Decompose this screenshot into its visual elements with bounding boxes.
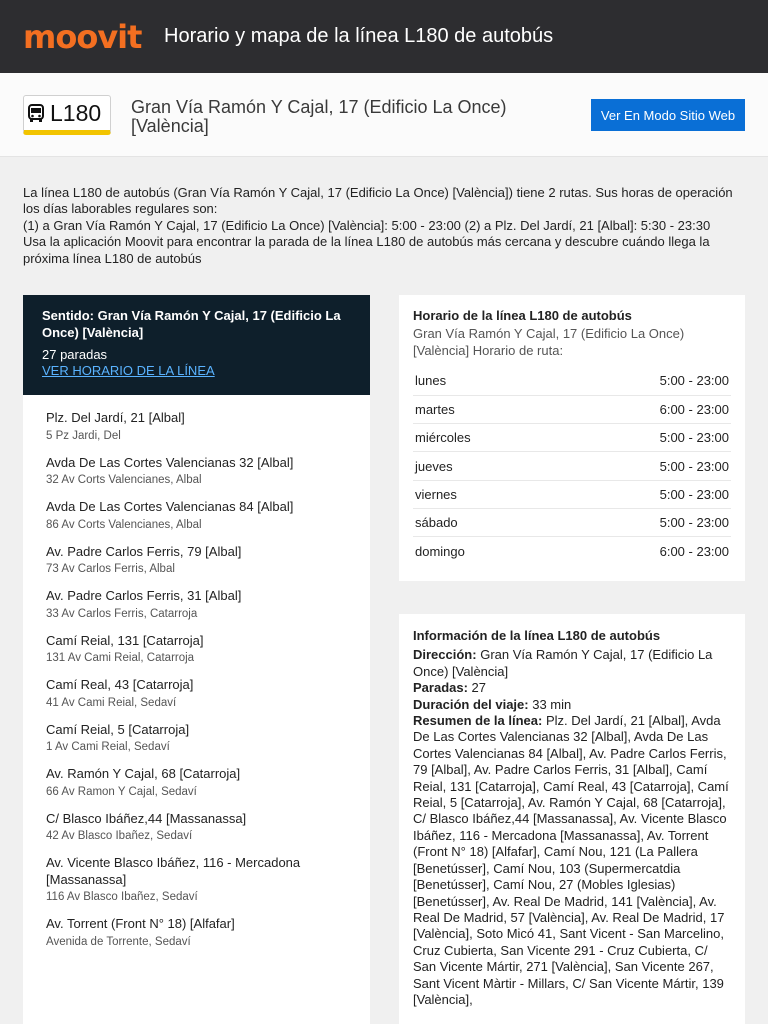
stop-name: Av. Torrent (Front N° 18) [Alfafar] bbox=[46, 916, 235, 931]
stop-item[interactable] bbox=[46, 633, 347, 665]
schedule-card bbox=[399, 295, 745, 581]
info-stops bbox=[413, 680, 731, 696]
stop-name: Av. Padre Carlos Ferris, 79 [Albal] bbox=[46, 543, 242, 559]
stop-item[interactable] bbox=[46, 722, 347, 754]
schedule-row bbox=[413, 424, 731, 452]
stop-name: Camí Reial, 5 [Catarroja] bbox=[46, 721, 190, 737]
stop-name: Av. Vicente Blasco Ibáñez, 116 - Mercadona [Massanassa] bbox=[46, 855, 301, 887]
stop-item[interactable] bbox=[46, 766, 347, 798]
schedule-hours: 6:00 - 23:00 bbox=[659, 543, 729, 559]
stop-name: Av. Padre Carlos Ferris, 31 [Albal] bbox=[46, 588, 242, 603]
stop-address: Avenida de Torrente, Sedaví bbox=[46, 935, 191, 948]
info-direction-value: Gran Vía Ramón Y Cajal, 17 (Edificio La Once) [València] bbox=[413, 647, 713, 679]
line-info-card bbox=[399, 614, 745, 1024]
info-duration bbox=[413, 697, 731, 713]
stop-item[interactable] bbox=[46, 544, 347, 576]
stop-address: 32 Av Corts Valencianes, Albal bbox=[46, 474, 202, 486]
schedule-day: jueves bbox=[413, 452, 555, 480]
schedule-hours: 5:00 - 23:00 bbox=[555, 367, 731, 395]
schedule-title: Horario de la línea L180 de autobús bbox=[413, 308, 632, 323]
stop-name: Plz. Del Jardí, 21 [Albal] bbox=[46, 410, 185, 425]
stop-address: 5 Pz Jardi, Del bbox=[46, 429, 121, 442]
schedule-day: sábado bbox=[413, 508, 555, 536]
intro-text bbox=[23, 185, 745, 267]
moovit-logo[interactable]: moovit bbox=[23, 17, 142, 56]
schedule-row bbox=[413, 367, 731, 395]
stop-item[interactable] bbox=[46, 677, 347, 709]
view-schedule-link[interactable]: VER HORARIO DE LA LÍNEA bbox=[42, 363, 215, 378]
line-header bbox=[0, 73, 768, 157]
schedule-day: viernes bbox=[413, 480, 555, 508]
stop-name: C/ Blasco Ibáñez,44 [Massanassa] bbox=[46, 810, 247, 826]
stop-count: 27 paradas bbox=[42, 347, 108, 362]
schedule-day: miércoles bbox=[413, 424, 555, 452]
stop-name: Avda De Las Cortes Valencianas 32 [Albal] bbox=[46, 454, 294, 470]
stop-address: 131 Av Cami Reial, Catarroja bbox=[46, 652, 195, 664]
schedule-hours: 5:00 - 23:00 bbox=[555, 424, 731, 452]
stop-item[interactable] bbox=[46, 455, 347, 487]
info-duration-value: 33 min bbox=[532, 696, 572, 712]
schedule-table bbox=[413, 367, 731, 565]
stop-name: Camí Real, 43 [Catarroja] bbox=[46, 677, 194, 692]
schedule-row bbox=[413, 508, 731, 536]
stop-address: 33 Av Carlos Ferris, Catarroja bbox=[46, 607, 198, 620]
info-stops-label: Paradas: bbox=[413, 680, 468, 696]
page-title: Horario y mapa de la línea L180 de autobús bbox=[164, 25, 554, 47]
intro-paragraph: Usa la aplicación Moovit para encontrar la parada de la línea L180 de autobús más cercana y descubre cuándo llega la próxima línea L180 de autobús bbox=[23, 234, 710, 266]
schedule-day: lunes bbox=[413, 367, 555, 395]
info-summary bbox=[413, 713, 731, 1008]
stop-item[interactable] bbox=[46, 916, 347, 948]
info-title: Información de la línea L180 de autobús bbox=[413, 628, 661, 643]
direction-card bbox=[23, 295, 370, 395]
info-summary-label: Resumen de la línea: bbox=[413, 713, 543, 729]
info-stops-value: 27 bbox=[471, 680, 487, 696]
info-direction-label: Dirección: bbox=[413, 647, 477, 663]
website-mode-button[interactable]: Ver En Modo Sitio Web bbox=[591, 99, 745, 131]
stop-name: Av. Ramón Y Cajal, 68 [Catarroja] bbox=[46, 766, 241, 781]
stop-address: 41 Av Cami Reial, Sedaví bbox=[46, 696, 177, 709]
stops-list bbox=[23, 395, 370, 1024]
direction-title: Sentido: Gran Vía Ramón Y Cajal, 17 (Edificio La Once) [València] bbox=[42, 308, 341, 340]
stop-address: 86 Av Corts Valencianes, Albal bbox=[46, 518, 202, 531]
schedule-subtitle: Gran Vía Ramón Y Cajal, 17 (Edificio La Once) [València] Horario de ruta: bbox=[413, 326, 685, 358]
schedule-row bbox=[413, 395, 731, 423]
schedule-hours: 5:00 - 23:00 bbox=[555, 508, 731, 536]
stop-item[interactable] bbox=[46, 855, 347, 903]
stop-item[interactable] bbox=[46, 410, 347, 442]
line-code: L180 bbox=[50, 99, 102, 126]
info-direction bbox=[413, 647, 731, 680]
schedule-day: domingo bbox=[415, 543, 465, 559]
schedule-hours: 5:00 - 23:00 bbox=[555, 452, 731, 480]
line-badge bbox=[23, 95, 111, 135]
info-duration-label: Duración del viaje: bbox=[413, 696, 529, 712]
stop-address: 1 Av Cami Reial, Sedaví bbox=[46, 741, 170, 753]
route-title: Gran Vía Ramón Y Cajal, 17 (Edificio La Once) [València] bbox=[131, 97, 507, 136]
stop-address: 66 Av Ramon Y Cajal, Sedaví bbox=[46, 785, 197, 798]
top-bar bbox=[0, 0, 768, 73]
stop-address: 42 Av Blasco Ibañez, Sedaví bbox=[46, 830, 193, 842]
stop-name: Camí Reial, 131 [Catarroja] bbox=[46, 632, 204, 648]
schedule-day: martes bbox=[413, 395, 555, 423]
info-summary-value: Plz. Del Jardí, 21 [Albal], Avda De Las Cortes Valencianas 32 [Albal], Avda De Las Cortes Valencianas 84 [Albal], Av. Padre Carlos Ferris, 79 [Albal], Av. Padre Carlos Ferris, 31 [Albal], Camí Reial, 131 [Catarroja], Camí Real, 43 [Catarroja], Camí Reial, 5 [Catarroja], Av. Ramón Y Cajal, 68 [Catarroja], C/ Blasco Ibáñez,44 [Massanassa], Av. Vicente Blasco Ibáñez, 116 - Mercadona [Massanassa], Av. Torrent (Front N° 18) [Alfafar], Camí Nou, 121 (La Pallera [Benetússer], Camí Nou, 103 (Supermercatdia [Benetússer], Camí Nou, 27 (Mobles Iglesias) [Benetússer], Av. Real De Madrid, 141 [València], Av. Real De Madrid, 57 [València], Av. Real De Madrid, 17 [València], Soto Micó 41, Sant Vicent - San Marcelino, Cruz Cubierta, San Vicente 291 - Cruz Cubierta, C/ San Vicente Mártir, 271 [València], San Vicente 267, Sant Vicent Màrtir - Millars, C/ San Vicente Mártir, 139 [València], bbox=[413, 713, 729, 1007]
intro-paragraph: (1) a Gran Vía Ramón Y Cajal, 17 (Edificio La Once) [València]: 5:00 - 23:00 (2) a Plz. Del Jardí, 21 [Albal]: 5:30 - 23:30 bbox=[23, 217, 711, 233]
stop-address: 116 Av Blasco Ibañez, Sedaví bbox=[46, 891, 198, 903]
stop-item[interactable] bbox=[46, 588, 347, 620]
intro-paragraph: La línea L180 de autobús (Gran Vía Ramón Y Cajal, 17 (Edificio La Once) [València]) tiene 2 rutas. Sus horas de operación los días laborables regulares son: bbox=[23, 185, 733, 217]
schedule-row bbox=[413, 480, 731, 508]
bus-icon bbox=[28, 104, 44, 122]
schedule-row bbox=[413, 537, 731, 565]
stop-item[interactable] bbox=[46, 499, 347, 531]
schedule-row bbox=[413, 452, 731, 480]
stop-item[interactable] bbox=[46, 811, 347, 843]
stop-address: 73 Av Carlos Ferris, Albal bbox=[46, 563, 175, 575]
schedule-hours: 5:00 - 23:00 bbox=[555, 480, 731, 508]
schedule-hours: 6:00 - 23:00 bbox=[555, 395, 731, 423]
stop-name: Avda De Las Cortes Valencianas 84 [Albal] bbox=[46, 499, 294, 514]
